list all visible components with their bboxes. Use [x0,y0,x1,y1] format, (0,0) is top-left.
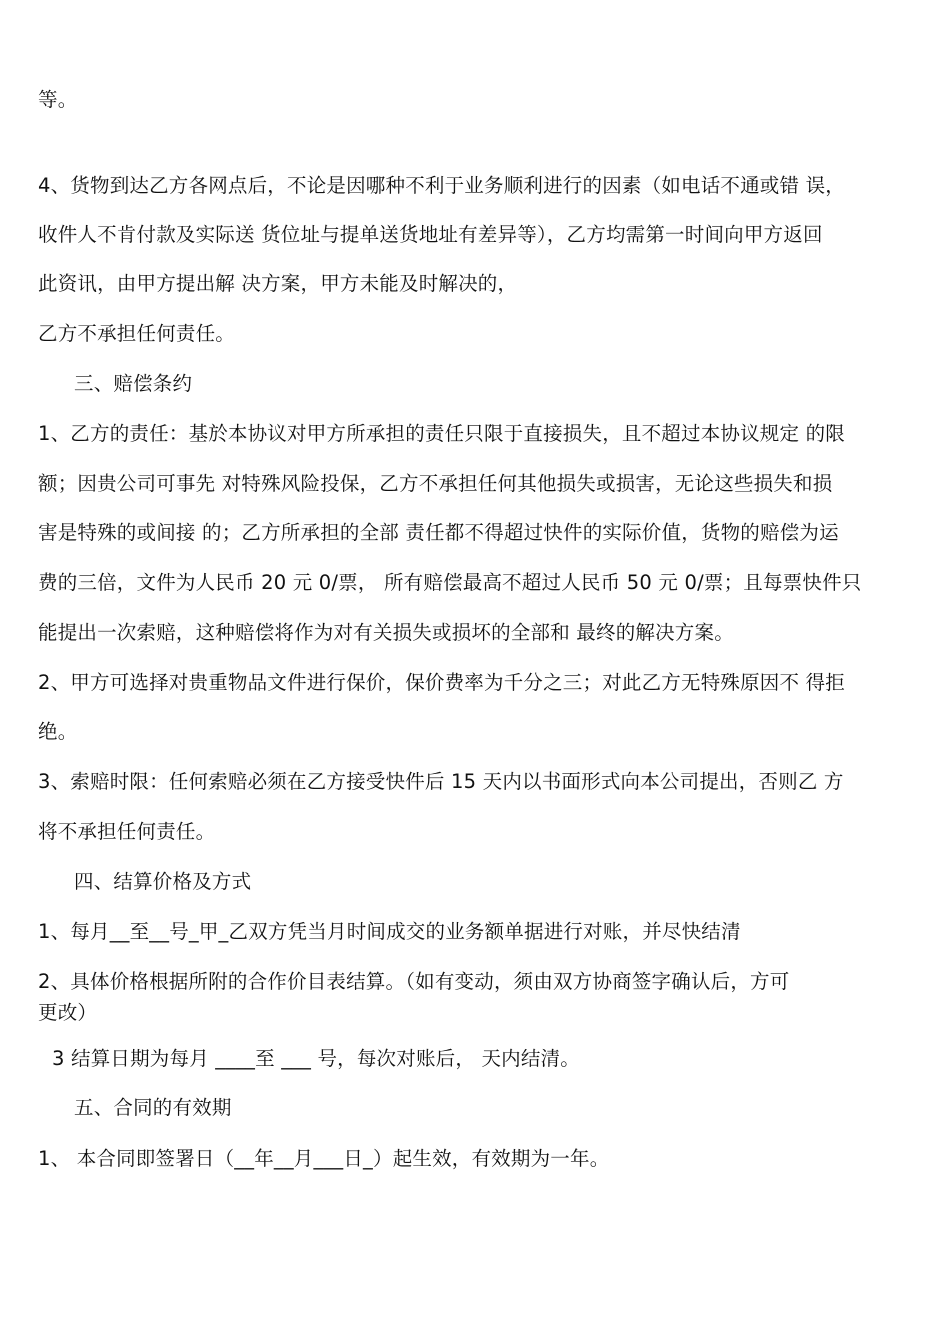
text-line: 等。 [38,88,78,111]
text-line: 2、具体价格根据所附的合作价目表结算。（如有变动，须由双方协商签字确认后，方可 [38,970,790,993]
text-line: 1、每月__至__号_甲_乙双方凭当月时间成交的业务额单据进行对账，并尽快结清 [38,920,741,943]
text-line: 3、索赔时限：任何索赔必须在乙方接受快件后 15 天内以书面形式向本公司提出，否则乙 方 [38,770,844,793]
text-line: 此资讯，由甲方提出解 决方案，甲方未能及时解决的， [38,272,518,295]
section-heading: 三、赔偿条约 [74,372,193,395]
section-heading: 四、结算价格及方式 [74,870,252,893]
text-line: 4、货物到达乙方各网点后，不论是因哪种不利于业务顺利进行的因素（如电话不通或错 误， [38,174,846,197]
text-line: 1、乙方的责任：基於本协议对甲方所承担的责任只限于直接损失，且不超过本协议规定 的限 [38,422,846,445]
section-heading: 五、合同的有效期 [74,1096,232,1119]
text-line: 3 结算日期为每月 ____至 ___ 号，每次对账后， 天内结清。 [52,1047,580,1070]
text-line: 能提出一次索赔，这种赔偿将作为对有关损失或损坏的全部和 最终的解决方案。 [38,621,734,644]
text-line: 更改） [38,1001,98,1024]
text-line: 费的三倍，文件为人民币 20 元 0/票， 所有赔偿最高不超过人民币 50 元 0/票；且每票快件只 [38,571,862,594]
text-line: 乙方不承担任何责任。 [38,322,236,345]
text-line: 绝。 [38,720,78,743]
text-line: 将不承担任何责任。 [38,820,216,843]
text-line: 额；因贵公司可事先 对特殊风险投保，乙方不承担任何其他损失或损害，无论这些损失和损 [38,472,833,495]
text-line: 害是特殊的或间接 的；乙方所承担的全部 责任都不得超过快件的实际价值，货物的赔偿为运 [38,521,839,544]
text-line: 2、甲方可选择对贵重物品文件进行保价，保价费率为千分之三；对此乙方无特殊原因不 得拒 [38,671,846,694]
text-line: 1、 本合同即签署日（__年__月___日_）起生效，有效期为一年。 [38,1147,610,1170]
text-line: 收件人不肯付款及实际送 货位址与提单送货地址有差异等），乙方均需第一时间向甲方返回 [38,223,823,246]
